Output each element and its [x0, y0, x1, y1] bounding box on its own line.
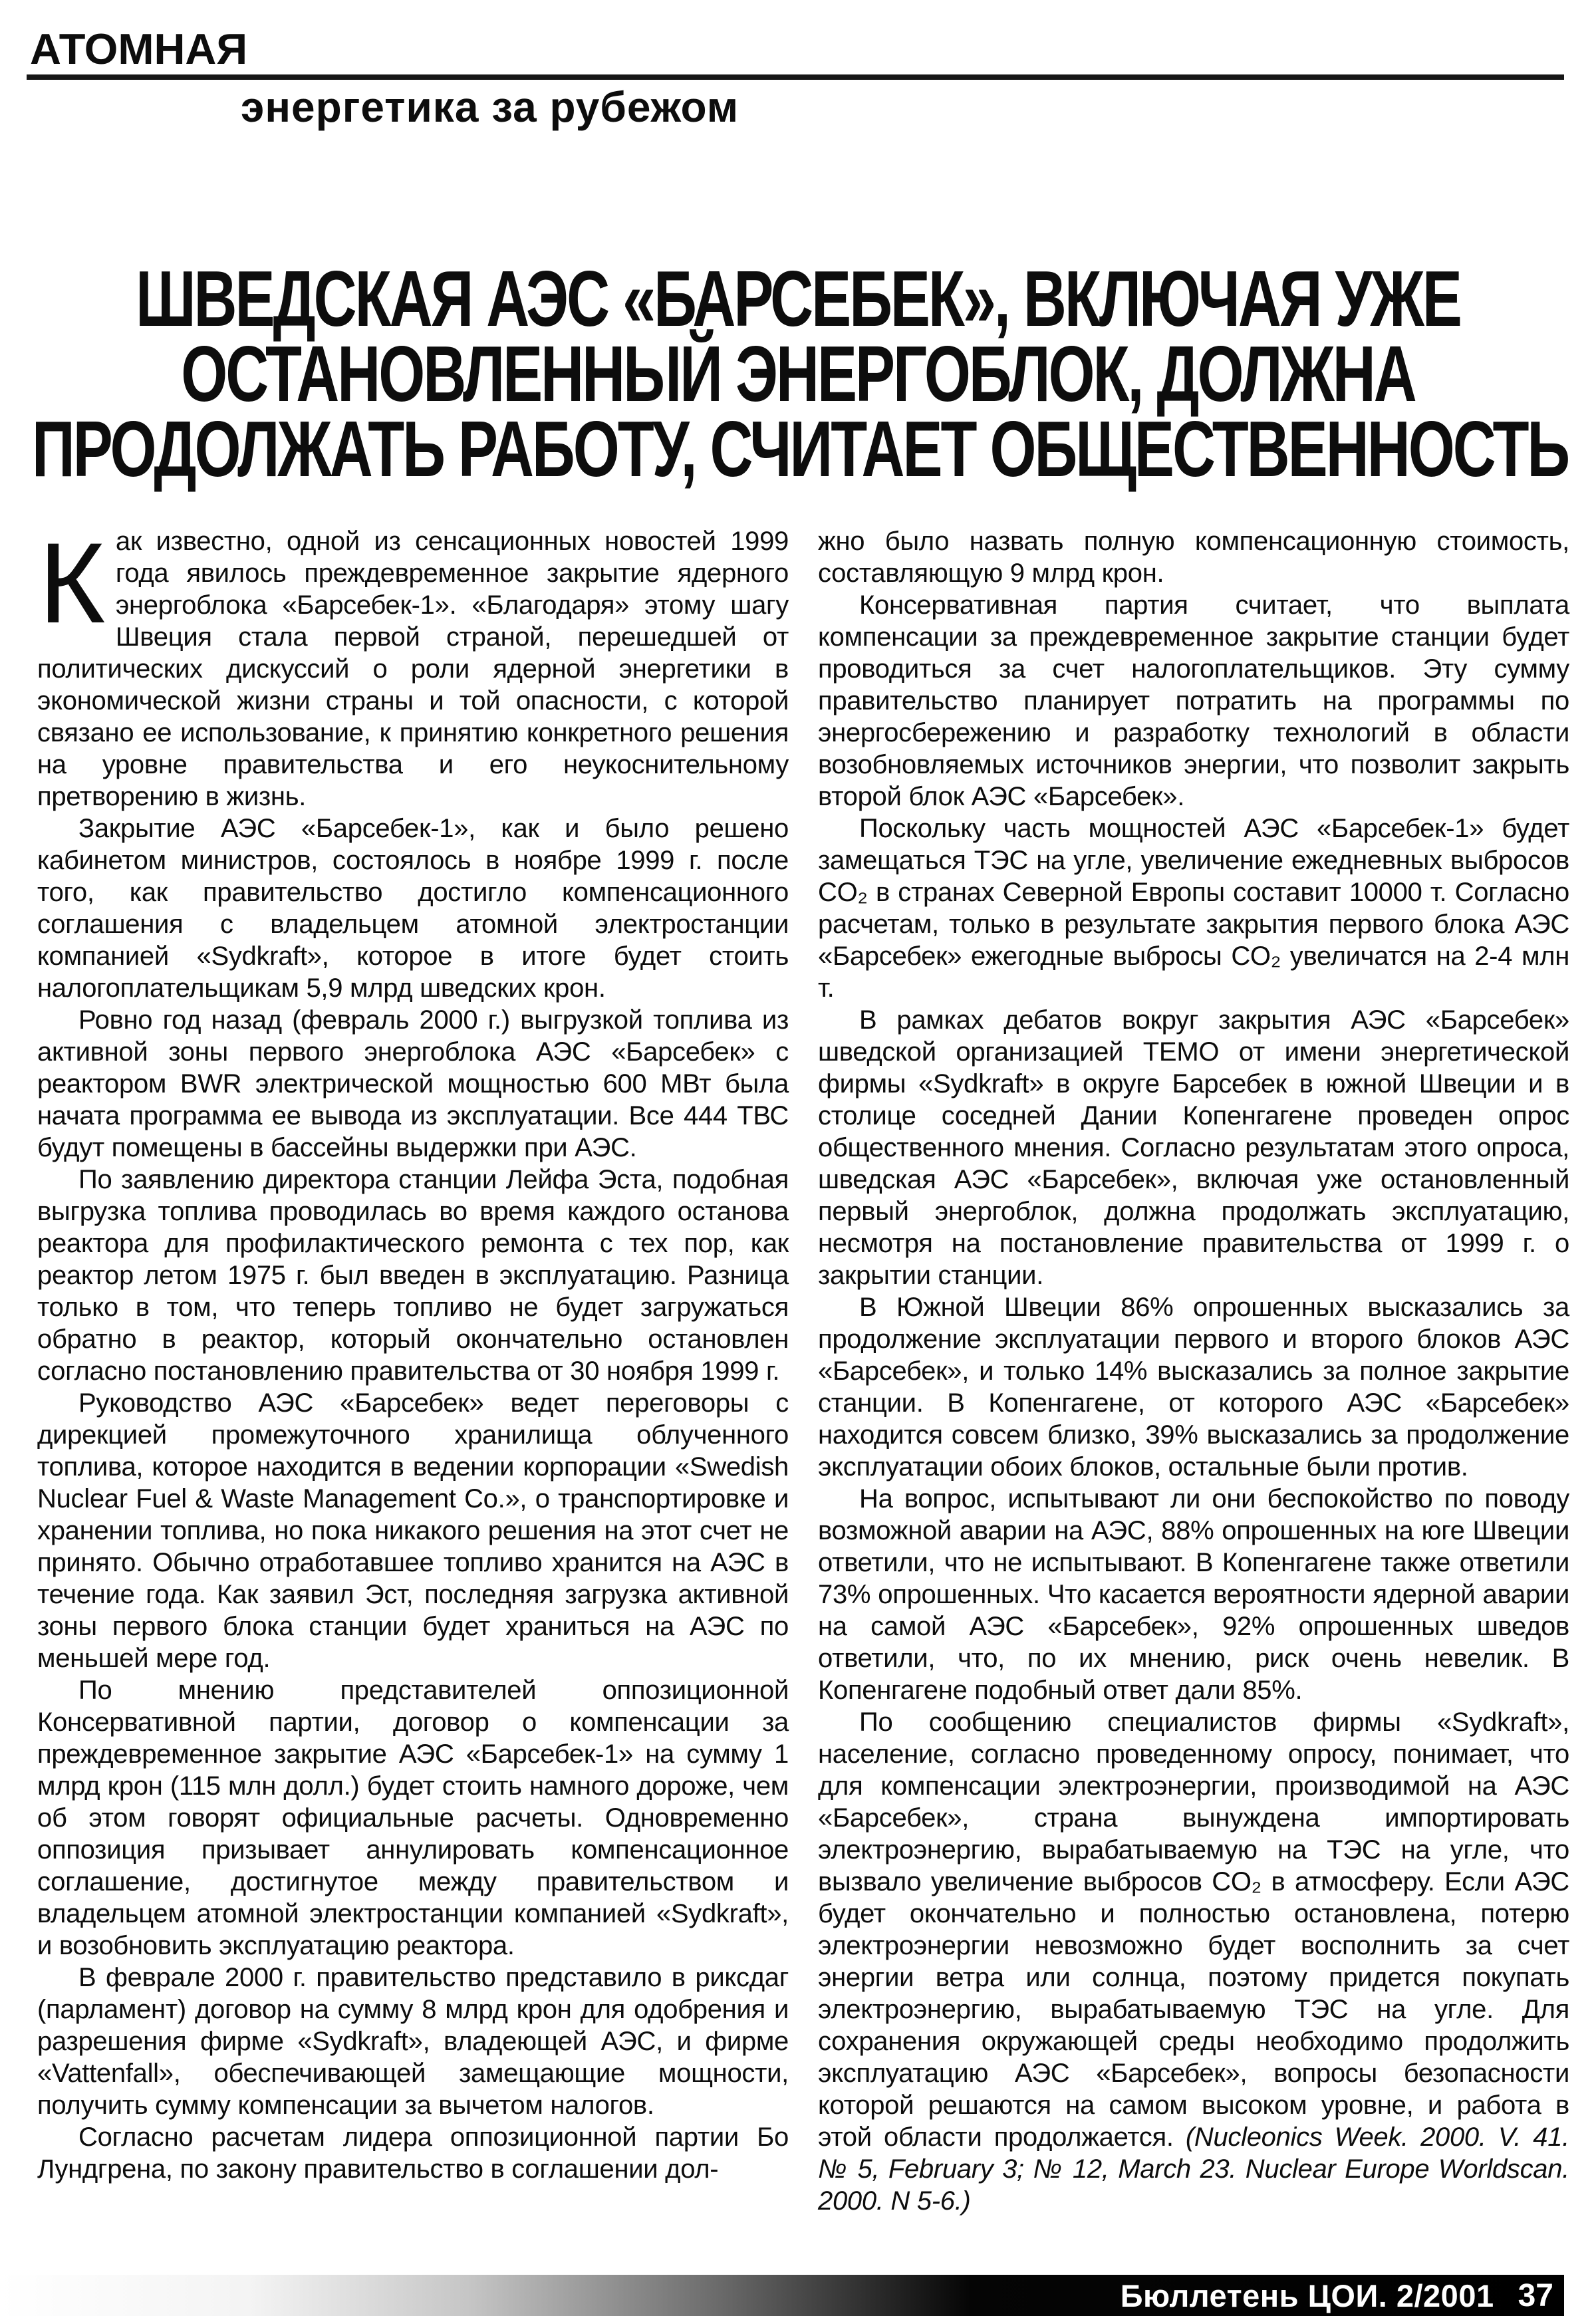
paragraph: Консервативная партия считает, что выплата компенсации за преждевременное закрытие станции будет проводиться за счет налогоплательщиков. Эту сумму правительство планирует потратить на программы по энергосбережению и разработку технологий в области возобновляемых источников энергии, что позволит закрыть второй блок АЭС «Барсебек».	[818, 590, 1569, 811]
paragraph: Согласно расчетам лидера оппозиционной партии Бо Лундгрена, по закону правительство в соглашении дол-	[37, 2123, 789, 2184]
headline-line-1: ШВЕДСКАЯ АЭС «БАРСЕБЕК», ВКЛЮЧАЯ УЖЕ	[136, 255, 1460, 344]
masthead-divider	[27, 74, 1564, 80]
footer-page-number: 37	[1518, 2277, 1553, 2313]
paragraph-text: ак известно, одной из сенсационных новостей 1999 года явилось преждевременное закрытие ядерного энергоблока «Барсебек-1». «Благодаря» этому шагу Швеция стала первой страной, перешедшей от политических дискуссий о роли ядерной энергетики в экономической жизни страны и той опасности, с которой связано ее использование, к принятию конкретного решения на уровне правительства и его неукоснительному претворению в жизнь.	[37, 527, 789, 811]
paragraph	[37, 519, 789, 813]
footer-label: Бюллетень ЦОИ. 2/2001	[1120, 2277, 1494, 2313]
column-right	[818, 525, 1569, 2217]
footer-separator	[1494, 2280, 1518, 2311]
article-headline	[32, 254, 1569, 494]
paragraph: Руководство АЭС «Барсебек» ведет переговоры с дирекцией промежуточного хранилища облученного топлива, которое находится в ведении корпорации «Swedish Nuclear Fuel & Waste Management Co.», о транспортировке и хранении топлива, но пока никакого решения на этот счет не принято. Обычно отработавшее топливо хранится на АЭС в течение года. Как заявил Эст, последняя загрузка активной зоны первого блока станции будет храниться на АЭС по меньшей мере год.	[37, 1388, 789, 1673]
paragraph: В феврале 2000 г. правительство представило в риксдаг (парламент) договор на сумму 8 млрд крон для одобрения и разрешения фирме «Sydkraft», владеющей АЭС, и фирме «Vattenfall», обеспечивающей замещающие мощности, получить сумму компенсации за вычетом налогов.	[37, 1963, 789, 2120]
footer-bar	[0, 2275, 1564, 2316]
headline-line-3: ПРОДОЛЖАТЬ РАБОТУ, СЧИТАЕТ ОБЩЕСТВЕННОСТЬ	[32, 406, 1569, 494]
paragraph: В рамках дебатов вокруг закрытия АЭС «Барсебек» шведской организацией TEMO от имени энергетической фирмы «Sydkraft» в округе Барсебек в южной Швеции и в столице соседней Дании Копенгагене проведен опрос общественного мнения. Согласно результатам этого опроса, шведская АЭС «Барсебек», включая уже остановленный первый энергоблок, должна продолжать эксплуатацию, несмотря на постановление правительства от 1999 г. о закрытии станции.	[818, 1005, 1569, 1290]
paragraph-text: По сообщению специалистов фирмы «Sydkraft», население, согласно проведенному опросу, понимает, что для компенсации электроэнергии, производимой на АЭС «Барсебек», страна вынуждена импортировать электроэнергию, вырабатываемую на ТЭС на угле, что вызвало увеличение выбросов CO₂ в атмосферу. Если АЭС будет окончательно и полностью остановлена, потерю электроэнергии невозможно будет восполнить за счет энергии ветра или солнца, поэтому придется покупать электроэнергию, вырабатываемую ТЭС на угле. Для сохранения окружающей среды необходимо продолжить эксплуатацию АЭС «Барсебек», вопросы безопасности которой решаются на самом высоком уровне, и работа в этой области продолжается.	[818, 1708, 1569, 2152]
column-left	[37, 519, 789, 2217]
paragraph: жно было назвать полную компенсационную стоимость, составляющую 9 млрд крон.	[818, 527, 1569, 588]
paragraph: В Южной Швеции 86% опрошенных высказались за продолжение эксплуатации первого и второго блоков АЭС «Барсебек», и только 14% высказались за полное закрытие станции. В Копенгагене, от которого АЭС «Барсебек» находится совсем близко, 39% высказались за продолжение эксплуатации обоих блоков, остальные были против.	[818, 1293, 1569, 1482]
paragraph: Закрытие АЭС «Барсебек-1», как и было решено кабинетом министров, состоялось в ноябре 1999 г. после того, как правительство достигло компенсационного соглашения с владельцем атомной электростанции компанией «Sydkraft», которое в итоге будет стоить налогоплательщикам 5,9 млрд шведских крон.	[37, 814, 789, 1003]
paragraph: На вопрос, испытывают ли они беспокойство по поводу возможной аварии на АЭС, 88% опрошенных на юге Швеции ответили, что не испытывают. В Копенгагене также ответили 73% опрошенных. Что касается вероятности ядерной аварии на самой АЭС «Барсебек», 92% опрошенных шведов ответили, что, по их мнению, риск очень невелик. В Копенгагене подобный ответ дали 85%.	[818, 1484, 1569, 1705]
paragraph: По мнению представителей оппозиционной Консервативной партии, договор о компенсации за преждевременное закрытие АЭС «Барсебек-1» на сумму 1 млрд крон (115 млн долл.) будет стоить намного дороже, чем об этом говорят официальные расчеты. Одновременно оппозиция призывает аннулировать компенсационное соглашение, достигнутое между правительством и владельцем атомной электростанции компанией «Sydkraft», и возобновить эксплуатацию реактора.	[37, 1676, 789, 1960]
paragraph: Поскольку часть мощностей АЭС «Барсебек-1» будет замещаться ТЭС на угле, увеличение ежедневных выбросов CO₂ в странах Северной Европы составит 10000 т. Согласно расчетам, только в результате закрытия первого блока АЭС «Барсебек» ежегодные выбросы CO₂ увеличатся на 2-4 млн т.	[818, 814, 1569, 1003]
drop-cap: К	[39, 519, 105, 647]
article-body	[37, 519, 1569, 2217]
source-citation: (Nucleonics Week. 2000. V. 41. № 5, February 3; № 12, March 23. Nuclear Europe Worldscan. 2000. N 5-6.)	[818, 2123, 1569, 2216]
paragraph	[818, 1706, 1569, 2217]
masthead-title: АТОМНАЯ	[30, 25, 248, 73]
paragraph: По заявлению директора станции Лейфа Эста, подобная выгрузка топлива проводилась во время каждого останова реактора для профилактического ремонта с тех пор, как реактор летом 1975 г. был введен в эксплуатацию. Разница только в том, что теперь топливо не будет загружаться обратно в реактор, который окончательно остановлен согласно постановлению правительства от 30 ноября 1999 г.	[37, 1165, 789, 1386]
headline-line-2: ОСТАНОВЛЕННЫЙ ЭНЕРГОБЛОК, ДОЛЖНА	[181, 330, 1415, 419]
masthead-subtitle: энергетика за рубежом	[241, 83, 739, 131]
paragraph: Ровно год назад (февраль 2000 г.) выгрузкой топлива из активной зоны первого энергоблока АЭС «Барсебек» с реактором BWR электрической мощностью 600 МВт была начата программа ее вывода из эксплуатации. Все 444 ТВС будут помещены в бассейны выдержки при АЭС.	[37, 1005, 789, 1162]
